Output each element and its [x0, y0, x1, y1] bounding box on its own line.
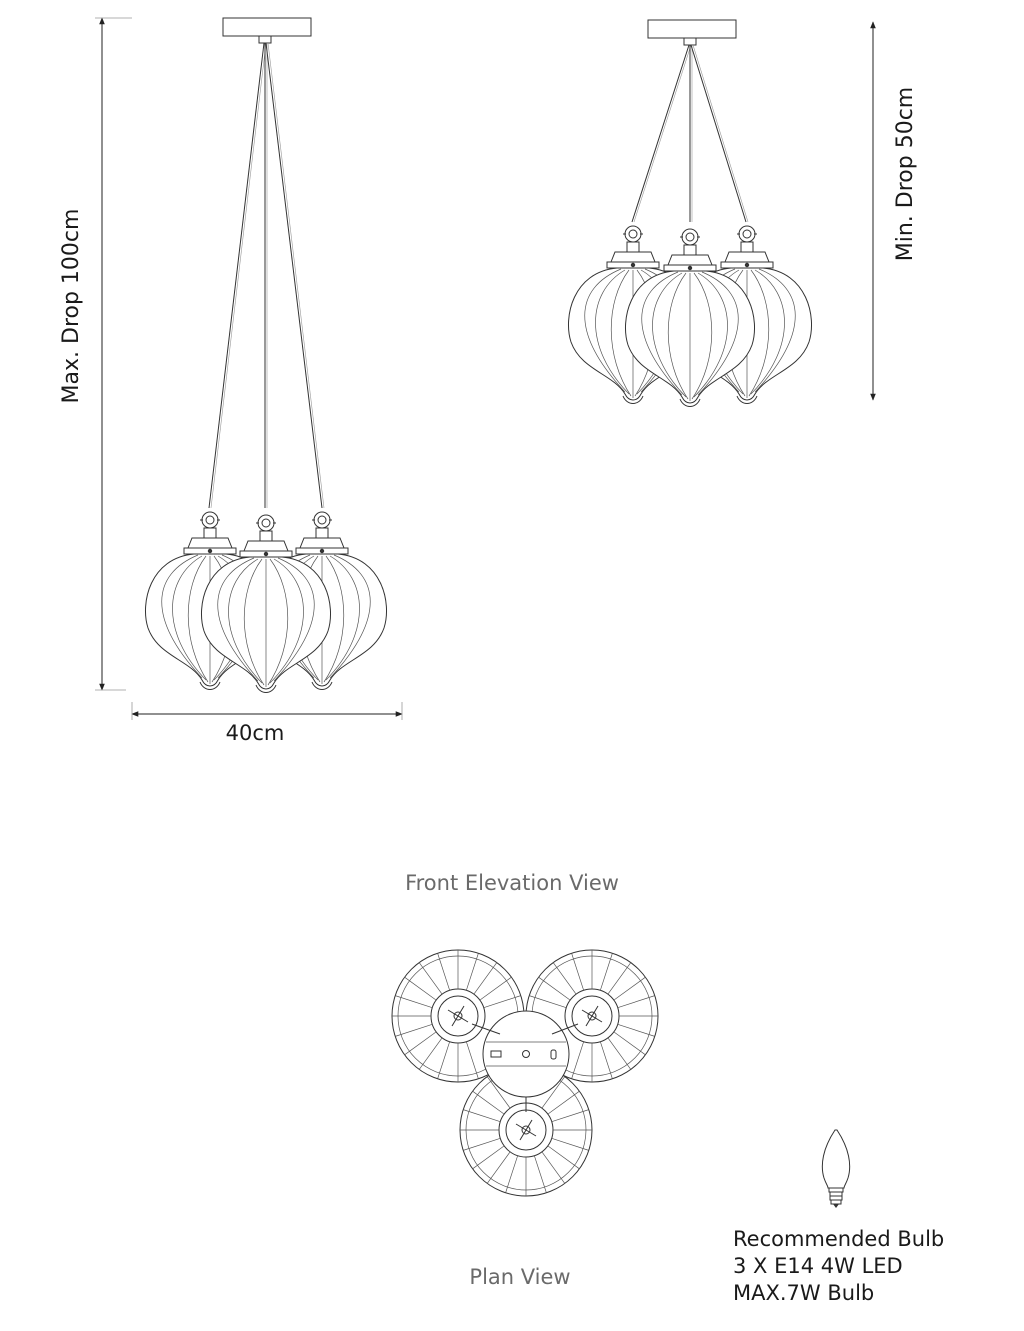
- min-drop-label: Min. Drop 50cm: [893, 86, 918, 262]
- bulb-max: MAX.7W Bulb: [733, 1281, 875, 1305]
- max-drop-dimension: [59, 18, 132, 690]
- width-label: 40cm: [225, 721, 285, 745]
- pendant-min-drop: [568, 20, 811, 407]
- candle-bulb-icon: [822, 1130, 849, 1208]
- min-drop-dimension: [873, 22, 918, 400]
- width-dimension: [132, 702, 402, 745]
- front-elevation-title: Front Elevation View: [405, 871, 619, 895]
- max-drop-label: Max. Drop 100cm: [59, 208, 84, 404]
- bulb-title: Recommended Bulb: [733, 1227, 945, 1251]
- pendant-max-drop: [145, 18, 386, 693]
- ceiling-canopy-max: [223, 18, 311, 36]
- plan-view-drawing: [392, 950, 658, 1196]
- plan-view-title: Plan View: [469, 1265, 571, 1289]
- bulb-spec: 3 X E14 4W LED: [733, 1254, 903, 1278]
- ceiling-canopy-min: [648, 20, 736, 38]
